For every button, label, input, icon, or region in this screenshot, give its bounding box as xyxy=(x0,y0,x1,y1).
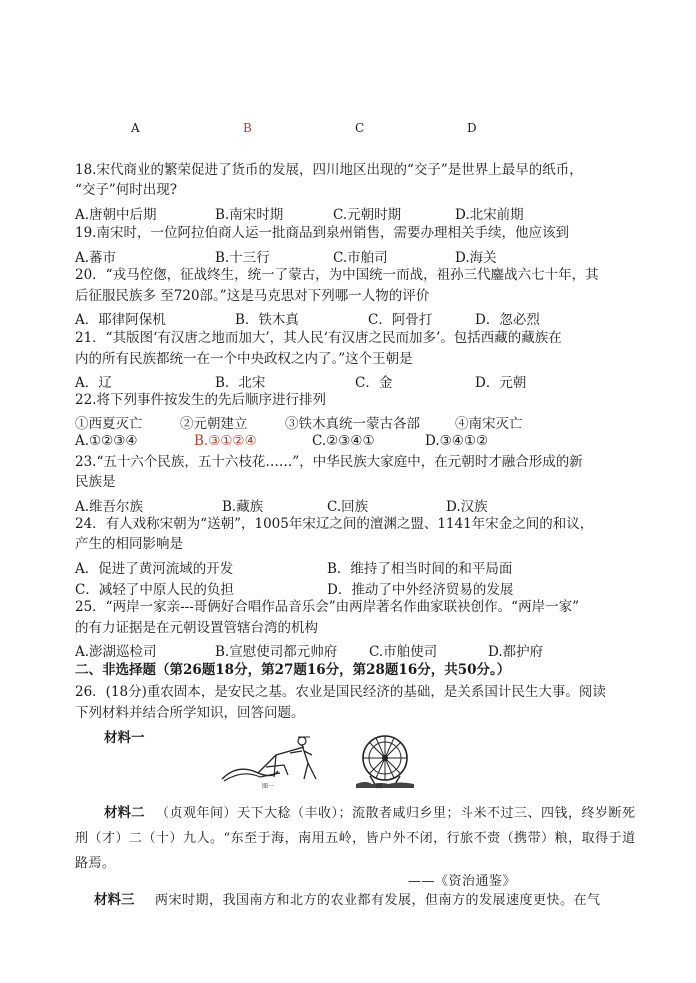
q25-option-d: D.都护府 xyxy=(488,644,544,660)
q25-option-b: B.宣慰使司都元帅府 xyxy=(215,644,338,660)
material3-line1: 两宋时期，我国南方和北方的农业都有发展，但南方的发展速度更快。在气 xyxy=(155,893,601,908)
q22-event-3: ③铁木真统一蒙古各部 xyxy=(285,416,420,432)
plough-figure xyxy=(218,733,348,793)
material2-label: 材料二 xyxy=(104,805,145,821)
q22-option-c: C.②③④① xyxy=(312,433,375,449)
q20-option-a: A．耶律阿保机 xyxy=(75,312,166,328)
q19-option-a: A.蕃市 xyxy=(75,250,117,266)
q22-event-4: ④南宋灭亡 xyxy=(455,416,523,432)
figure1-caption: 图一 xyxy=(262,783,275,790)
q20-option-b: B．铁木真 xyxy=(235,312,299,328)
q18-stem-line2: “交子”何时出现? xyxy=(75,182,178,198)
material2-line1: （贞观年间）天下大稔（丰收）；流散者咸归乡里；斗米不过三、四钱，终岁断死 xyxy=(156,806,636,821)
q21-stem-line2: 内的所有民族都统一在一个中央政权之内了。”这个王朝是 xyxy=(75,351,413,367)
q19-stem-line1: 19.南宋时，一位阿拉伯商人运一批商品到泉州销售，需要办理相关手续，他应该到 xyxy=(75,225,569,241)
q19-option-c: C.市舶司 xyxy=(333,250,388,266)
option-label-c: C xyxy=(355,121,365,135)
q24-option-d: D．推动了中外经济贸易的发展 xyxy=(327,582,514,598)
q22-event-2: ②元朝建立 xyxy=(180,416,248,432)
q23-stem-line2: 民族是 xyxy=(75,474,116,490)
q25-option-c: C.市舶使司 xyxy=(369,644,438,660)
option-label-d: D xyxy=(467,121,477,135)
q18-option-c: C.元朝时期 xyxy=(333,207,402,223)
material2-line2: 刑（才）二（十）九人。“东至于海，南用五岭，皆户外不闭，行旅不赍（携带）粮，取得于道 xyxy=(75,831,636,846)
q23-option-d: D.汉族 xyxy=(446,499,488,515)
q21-option-d: D．元朝 xyxy=(475,375,527,391)
q20-option-d: D．忽必烈 xyxy=(475,312,540,328)
option-label-b: B xyxy=(243,121,252,135)
q21-stem-line1: 21．“其版图‘有汉唐之地而加大’，其人民‘有汉唐之民而加多’。包括西藏的藏族在 xyxy=(75,330,562,346)
q21-option-a: A．辽 xyxy=(75,375,112,391)
q26-stem-line1: 26．(18分)重农固本，是安民之基。农业是国民经济的基础，是关系国计民生大事。阅读 xyxy=(75,684,606,700)
q21-option-b: B．北宋 xyxy=(215,375,266,391)
q22-option-b: B.③①②④ xyxy=(194,433,257,449)
q24-option-c: C．减轻了中原人民的负担 xyxy=(75,582,234,598)
q20-option-c: C．阿骨打 xyxy=(368,312,433,328)
q25-stem-line1: 25．“两岸一家亲---哥俩好合唱作品音乐会”由两岸著名作曲家联袂创作。“两岸一家” xyxy=(75,599,579,615)
q18-option-d: D.北宋前期 xyxy=(455,207,524,223)
q21-option-c: C．金 xyxy=(355,375,393,391)
q18-stem-line1: 18.宋代商业的繁荣促进了货币的发展，四川地区出现的“交子”是世界上最早的纸币， xyxy=(75,162,583,178)
q23-option-b: B.藏族 xyxy=(222,499,264,515)
q23-option-c: C.回族 xyxy=(327,499,369,515)
q26-stem-line2: 下列材料并结合所学知识，回答问题。 xyxy=(75,705,305,721)
q23-option-a: A.维吾尔族 xyxy=(75,499,144,515)
q24-stem-line1: 24．有人戏称宋朝为“送朝”，1005年宋辽之间的澶渊之盟、1141年宋金之间的和议， xyxy=(75,516,594,532)
q19-option-d: D.海关 xyxy=(455,250,497,266)
q24-stem-line2: 产生的相同影响是 xyxy=(75,536,183,552)
q19-option-b: B.十三行 xyxy=(215,250,270,266)
q22-event-1: ①西夏灭亡 xyxy=(75,416,143,432)
figure2-caption: 图二 xyxy=(376,783,389,790)
option-label-a: A xyxy=(131,121,140,135)
q18-option-a: A.唐朝中后期 xyxy=(75,207,157,223)
q24-option-b: B．维持了相当时间的和平局面 xyxy=(327,561,513,577)
q22-option-d: D.③④①② xyxy=(425,433,489,449)
q20-stem-line2: 后征服民族多 至720部。”这是马克思对下列哪一人物的评价 xyxy=(75,288,430,304)
material2-line3: 路焉。 xyxy=(75,856,116,871)
material3-label: 材料三 xyxy=(94,892,135,908)
q23-stem-line1: 23.“五十六个民族，五十六枝花……”，中华民族大家庭中，在元朝时才融合形成的新 xyxy=(75,454,583,470)
section-heading: 二、非选择题（第26题18分，第27题16分，第28题16分，共50分。） xyxy=(75,662,511,678)
q24-option-a: A．促进了黄河流域的开发 xyxy=(75,561,234,577)
q22-stem-line1: 22.将下列事件按发生的先后顺序进行排列 xyxy=(75,392,326,408)
q25-option-a: A.澎湖巡检司 xyxy=(75,644,157,660)
q25-stem-line2: 的有力证据是在元朝设置管辖台湾的机构 xyxy=(75,620,318,636)
material2-source: ——《资治通鉴》 xyxy=(408,874,517,889)
q20-stem-line1: 20．“戎马倥偬，征战终生，统一了蒙古，为中国统一而战，祖孙三代鏖战六七十年，其 xyxy=(75,267,599,283)
q22-option-a: A.①②③④ xyxy=(75,433,138,449)
material1-label: 材料一 xyxy=(104,730,145,746)
q18-option-b: B.南宋时期 xyxy=(215,207,284,223)
waterwheel-figure xyxy=(352,732,416,788)
